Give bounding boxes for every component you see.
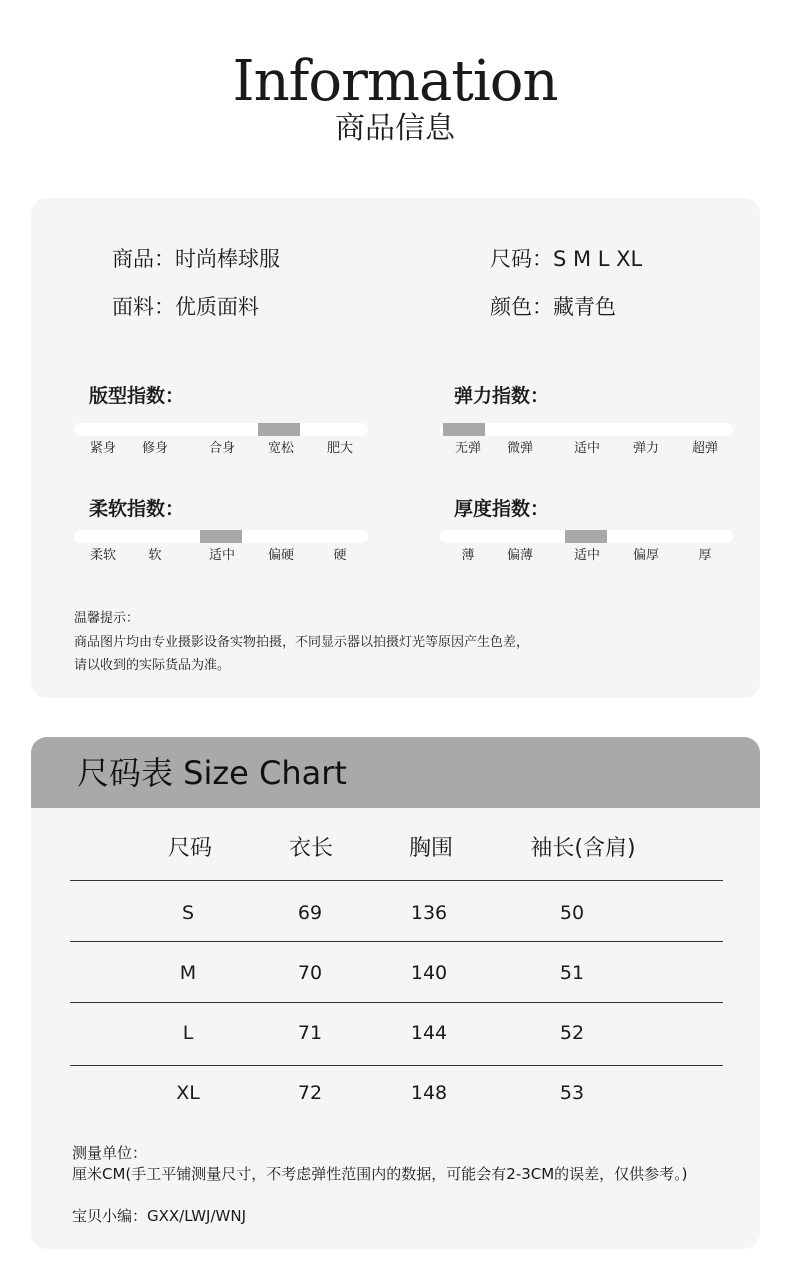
- thickness-index-title: 厚度指数：: [454, 498, 550, 520]
- elasticity-label-1: 无弹: [454, 441, 482, 456]
- softness-label-5: 硬: [333, 548, 347, 563]
- thickness-index-marker: [565, 530, 607, 543]
- product-name: 商品：时尚棒球服: [112, 247, 280, 271]
- fit-index-marker: [258, 423, 300, 436]
- thickness-label-2: 偏薄: [506, 548, 534, 563]
- softness-index-track: [74, 530, 368, 543]
- measure-unit-text: 厘米CM(手工平铺测量尺寸，不考虑弹性范围内的数据，可能会有2-3CM的误差，仅供参考。): [72, 1165, 688, 1183]
- elasticity-index-track: [440, 423, 733, 436]
- softness-label-4: 偏硬: [267, 548, 295, 563]
- size-chart-title: 尺码表 Size Chart: [77, 754, 347, 792]
- cell-length: 72: [297, 1082, 323, 1104]
- fit-label-4: 宽松: [267, 441, 295, 456]
- fit-label-3: 合身: [208, 441, 236, 456]
- elasticity-index-title: 弹力指数：: [454, 385, 550, 407]
- tips-line-1: 商品图片均由专业摄影设备实物拍摄，不同显示器以拍摄灯光等原因产生色差，: [74, 635, 530, 650]
- softness-index-marker: [200, 530, 242, 543]
- cell-sleeve: 51: [559, 962, 585, 984]
- fit-label-5: 肥大: [326, 441, 354, 456]
- softness-index-title: 柔软指数：: [89, 498, 185, 520]
- size-chart-header: [31, 737, 760, 808]
- cell-chest: 144: [410, 1022, 448, 1044]
- col-header-sleeve: 袖长(含肩): [530, 836, 636, 861]
- elasticity-label-4: 弹力: [632, 441, 660, 456]
- fit-index-title: 版型指数：: [89, 385, 185, 407]
- cell-size: M: [179, 962, 197, 984]
- product-fabric: 面料：优质面料: [112, 295, 259, 319]
- col-header-length: 衣长: [288, 836, 334, 861]
- elasticity-index-marker: [443, 423, 485, 436]
- fit-label-2: 修身: [141, 441, 169, 456]
- cell-sleeve: 52: [559, 1022, 585, 1044]
- softness-label-1: 柔软: [89, 548, 117, 563]
- cell-size: XL: [176, 1082, 200, 1104]
- thickness-label-3: 适中: [573, 548, 601, 563]
- elasticity-label-3: 适中: [573, 441, 601, 456]
- softness-label-3: 适中: [208, 548, 236, 563]
- fit-index-track: [74, 423, 368, 436]
- cell-sleeve: 53: [559, 1082, 585, 1104]
- page-title: Information: [232, 49, 558, 114]
- cell-length: 70: [297, 962, 323, 984]
- fit-label-1: 紧身: [89, 441, 117, 456]
- thickness-label-4: 偏厚: [632, 548, 660, 563]
- elasticity-label-2: 微弹: [506, 441, 534, 456]
- cell-length: 69: [297, 902, 323, 924]
- editor-credit: 宝贝小编：GXX/LWJ/WNJ: [72, 1207, 246, 1225]
- table-divider: [70, 880, 723, 881]
- product-size: 尺码：S M L XL: [490, 247, 643, 271]
- product-color: 颜色：藏青色: [490, 295, 616, 319]
- cell-chest: 136: [410, 902, 448, 924]
- col-header-size: 尺码: [167, 836, 213, 861]
- table-divider: [70, 941, 723, 942]
- cell-size: S: [181, 902, 195, 924]
- col-header-chest: 胸围: [408, 836, 454, 861]
- cell-size: L: [182, 1022, 194, 1044]
- cell-length: 71: [297, 1022, 323, 1044]
- thickness-label-5: 厚: [698, 548, 712, 563]
- tips-line-2: 请以收到的实际货品为准。: [74, 658, 231, 673]
- cell-chest: 148: [410, 1082, 448, 1104]
- tips-title: 温馨提示：: [74, 611, 140, 626]
- thickness-index-track: [440, 530, 733, 543]
- page-subtitle: 商品信息: [335, 111, 455, 146]
- table-divider: [70, 1002, 723, 1003]
- cell-chest: 140: [410, 962, 448, 984]
- thickness-label-1: 薄: [461, 548, 475, 563]
- product-info-card: [31, 198, 760, 698]
- elasticity-label-5: 超弹: [691, 441, 719, 456]
- table-divider: [70, 1065, 723, 1066]
- size-chart-card: [31, 737, 760, 1249]
- measure-unit-title: 测量单位：: [72, 1144, 148, 1162]
- cell-sleeve: 50: [559, 902, 585, 924]
- softness-label-2: 软: [148, 548, 162, 563]
